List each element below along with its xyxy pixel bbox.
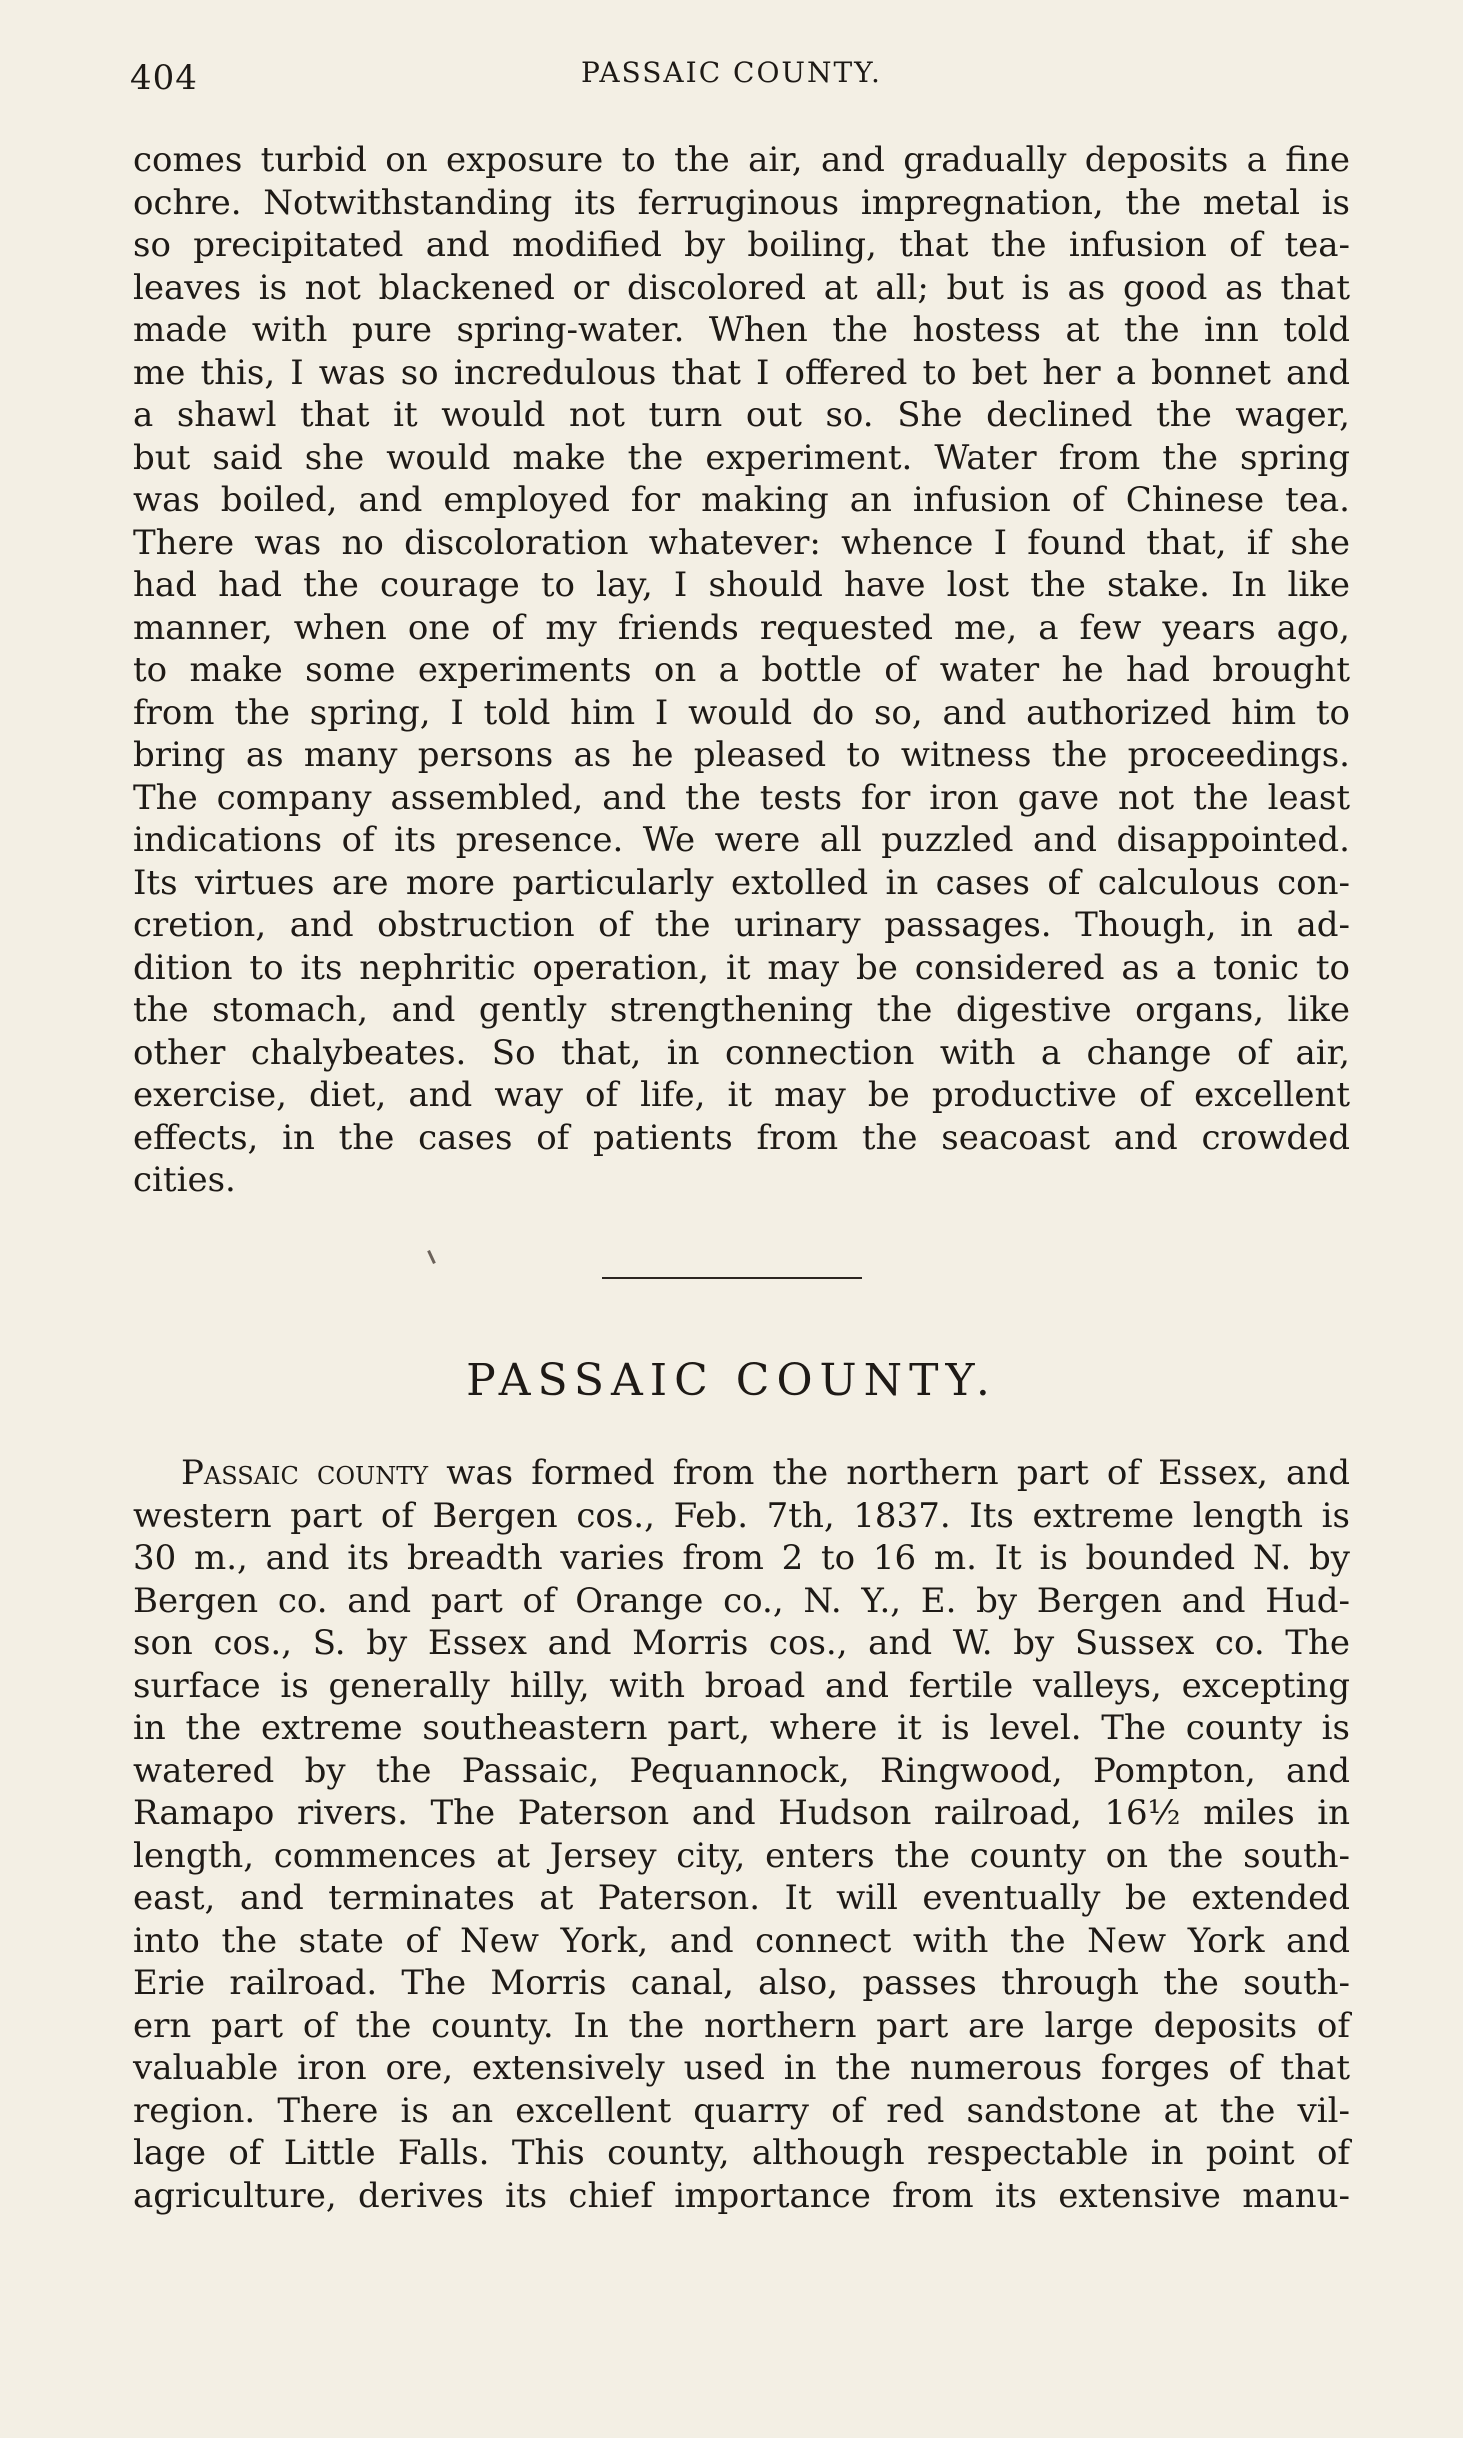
text-line: cretion, and obstruction of the urinary passages. Though, in ad- (133, 905, 1350, 945)
page-number: 404 (130, 58, 198, 98)
text-line: valuable iron ore, extensively used in the numerous forges of that (133, 2048, 1350, 2088)
text-line: dition to its nephritic operation, it may be considered as a tonic to (133, 947, 1350, 988)
text-line: other chalybeates. So that, in connection with a change of air, (133, 1032, 1350, 1073)
lead-smallcaps: Passaic county (181, 1453, 429, 1493)
text-line: agriculture, derives its chief importance from its extensive manu- (133, 2175, 1350, 2216)
text-line: from the spring, I told him I would do so, and authorized him to (133, 692, 1350, 733)
text-line: east, and terminates at Paterson. It will eventually be extended (133, 1878, 1350, 1918)
text-line: me this, I was so incredulous that I offered to bet her a bonnet and (133, 352, 1350, 393)
text-line: lage of Little Falls. This county, although respectable in point of (133, 2133, 1350, 2173)
text-line: son cos., S. by Essex and Morris cos., and W. by Sussex co. The (133, 1623, 1350, 1663)
text-line: exercise, diet, and way of life, it may be productive of excellent (133, 1075, 1350, 1115)
text-line: was boiled, and employed for making an infusion of Chinese tea. (133, 480, 1350, 520)
text-line: into the state of New York, and connect with the New York and (133, 1920, 1350, 1961)
text-line: but said she would make the experiment. Water from the spring (133, 437, 1350, 478)
text-line: Its virtues are more particularly extolled in cases of calculous con- (133, 862, 1350, 903)
text-line: a shawl that it would not turn out so. She declined the wager, (133, 395, 1350, 435)
text-line: region. There is an excellent quarry of red sandstone at the vil- (133, 2090, 1350, 2131)
running-title: PASSAIC COUNTY. (581, 56, 882, 89)
text-line: in the extreme southeastern part, where it is level. The county is (133, 1708, 1350, 1748)
text-line: leaves is not blackened or discolored at all; but is as good as that (133, 267, 1350, 308)
text-line: Ramapo rivers. The Paterson and Hudson railroad, 16½ miles in (133, 1793, 1350, 1833)
text-line: made with pure spring-water. When the hostess at the inn told (133, 310, 1350, 350)
text-line: so precipitated and modified by boiling, that the infusion of tea- (133, 225, 1350, 265)
text-line: to make some experiments on a bottle of water he had brought (133, 650, 1350, 690)
text-line: ochre. Notwithstanding its ferruginous impregnation, the metal is (133, 182, 1350, 223)
text-line: comes turbid on exposure to the air, and gradually deposits a fine (133, 140, 1350, 180)
text-line: The company assembled, and the tests for iron gave not the least (133, 777, 1350, 818)
text-line: the stomach, and gently strengthening the digestive organs, like (133, 990, 1350, 1030)
text-line: bring as many persons as he pleased to witness the proceedings. (133, 735, 1350, 775)
stray-ink-mark (427, 1250, 436, 1264)
section-paragraph (133, 1452, 1350, 2217)
first-line-rest: was formed from the northern part of Essex, and (428, 1453, 1350, 1493)
text-line: length, commences at Jersey city, enters the county on the south- (133, 1835, 1350, 1876)
text-line: ern part of the county. In the northern part are large deposits of (133, 2005, 1350, 2046)
text-line (133, 1452, 1350, 1495)
text-line: western part of Bergen cos., Feb. 7th, 1837. Its extreme length is (133, 1495, 1350, 1536)
text-line: There was no discoloration whatever: whence I found that, if she (133, 522, 1350, 563)
text-line: cities. (133, 1160, 236, 1200)
section-divider (602, 1277, 862, 1279)
text-line: surface is generally hilly, with broad and fertile valleys, excepting (133, 1665, 1350, 1706)
continued-paragraph (133, 139, 1350, 1202)
section-heading: PASSAIC COUNTY. (466, 1355, 997, 1406)
text-line: manner, when one of my friends requested me, a few years ago, (133, 607, 1350, 648)
text-line: effects, in the cases of patients from the seacoast and crowded (133, 1117, 1350, 1158)
text-line: had had the courage to lay, I should have lost the stake. In like (133, 565, 1350, 605)
text-line: Bergen co. and part of Orange co., N. Y., E. by Bergen and Hud- (133, 1580, 1350, 1621)
text-line: Erie railroad. The Morris canal, also, passes through the south- (133, 1963, 1350, 2003)
text-line: 30 m., and its breadth varies from 2 to 16 m. It is bounded N. by (133, 1538, 1350, 1578)
text-line: watered by the Passaic, Pequannock, Ringwood, Pompton, and (133, 1750, 1350, 1791)
text-line: indications of its presence. We were all puzzled and disappointed. (133, 820, 1350, 860)
